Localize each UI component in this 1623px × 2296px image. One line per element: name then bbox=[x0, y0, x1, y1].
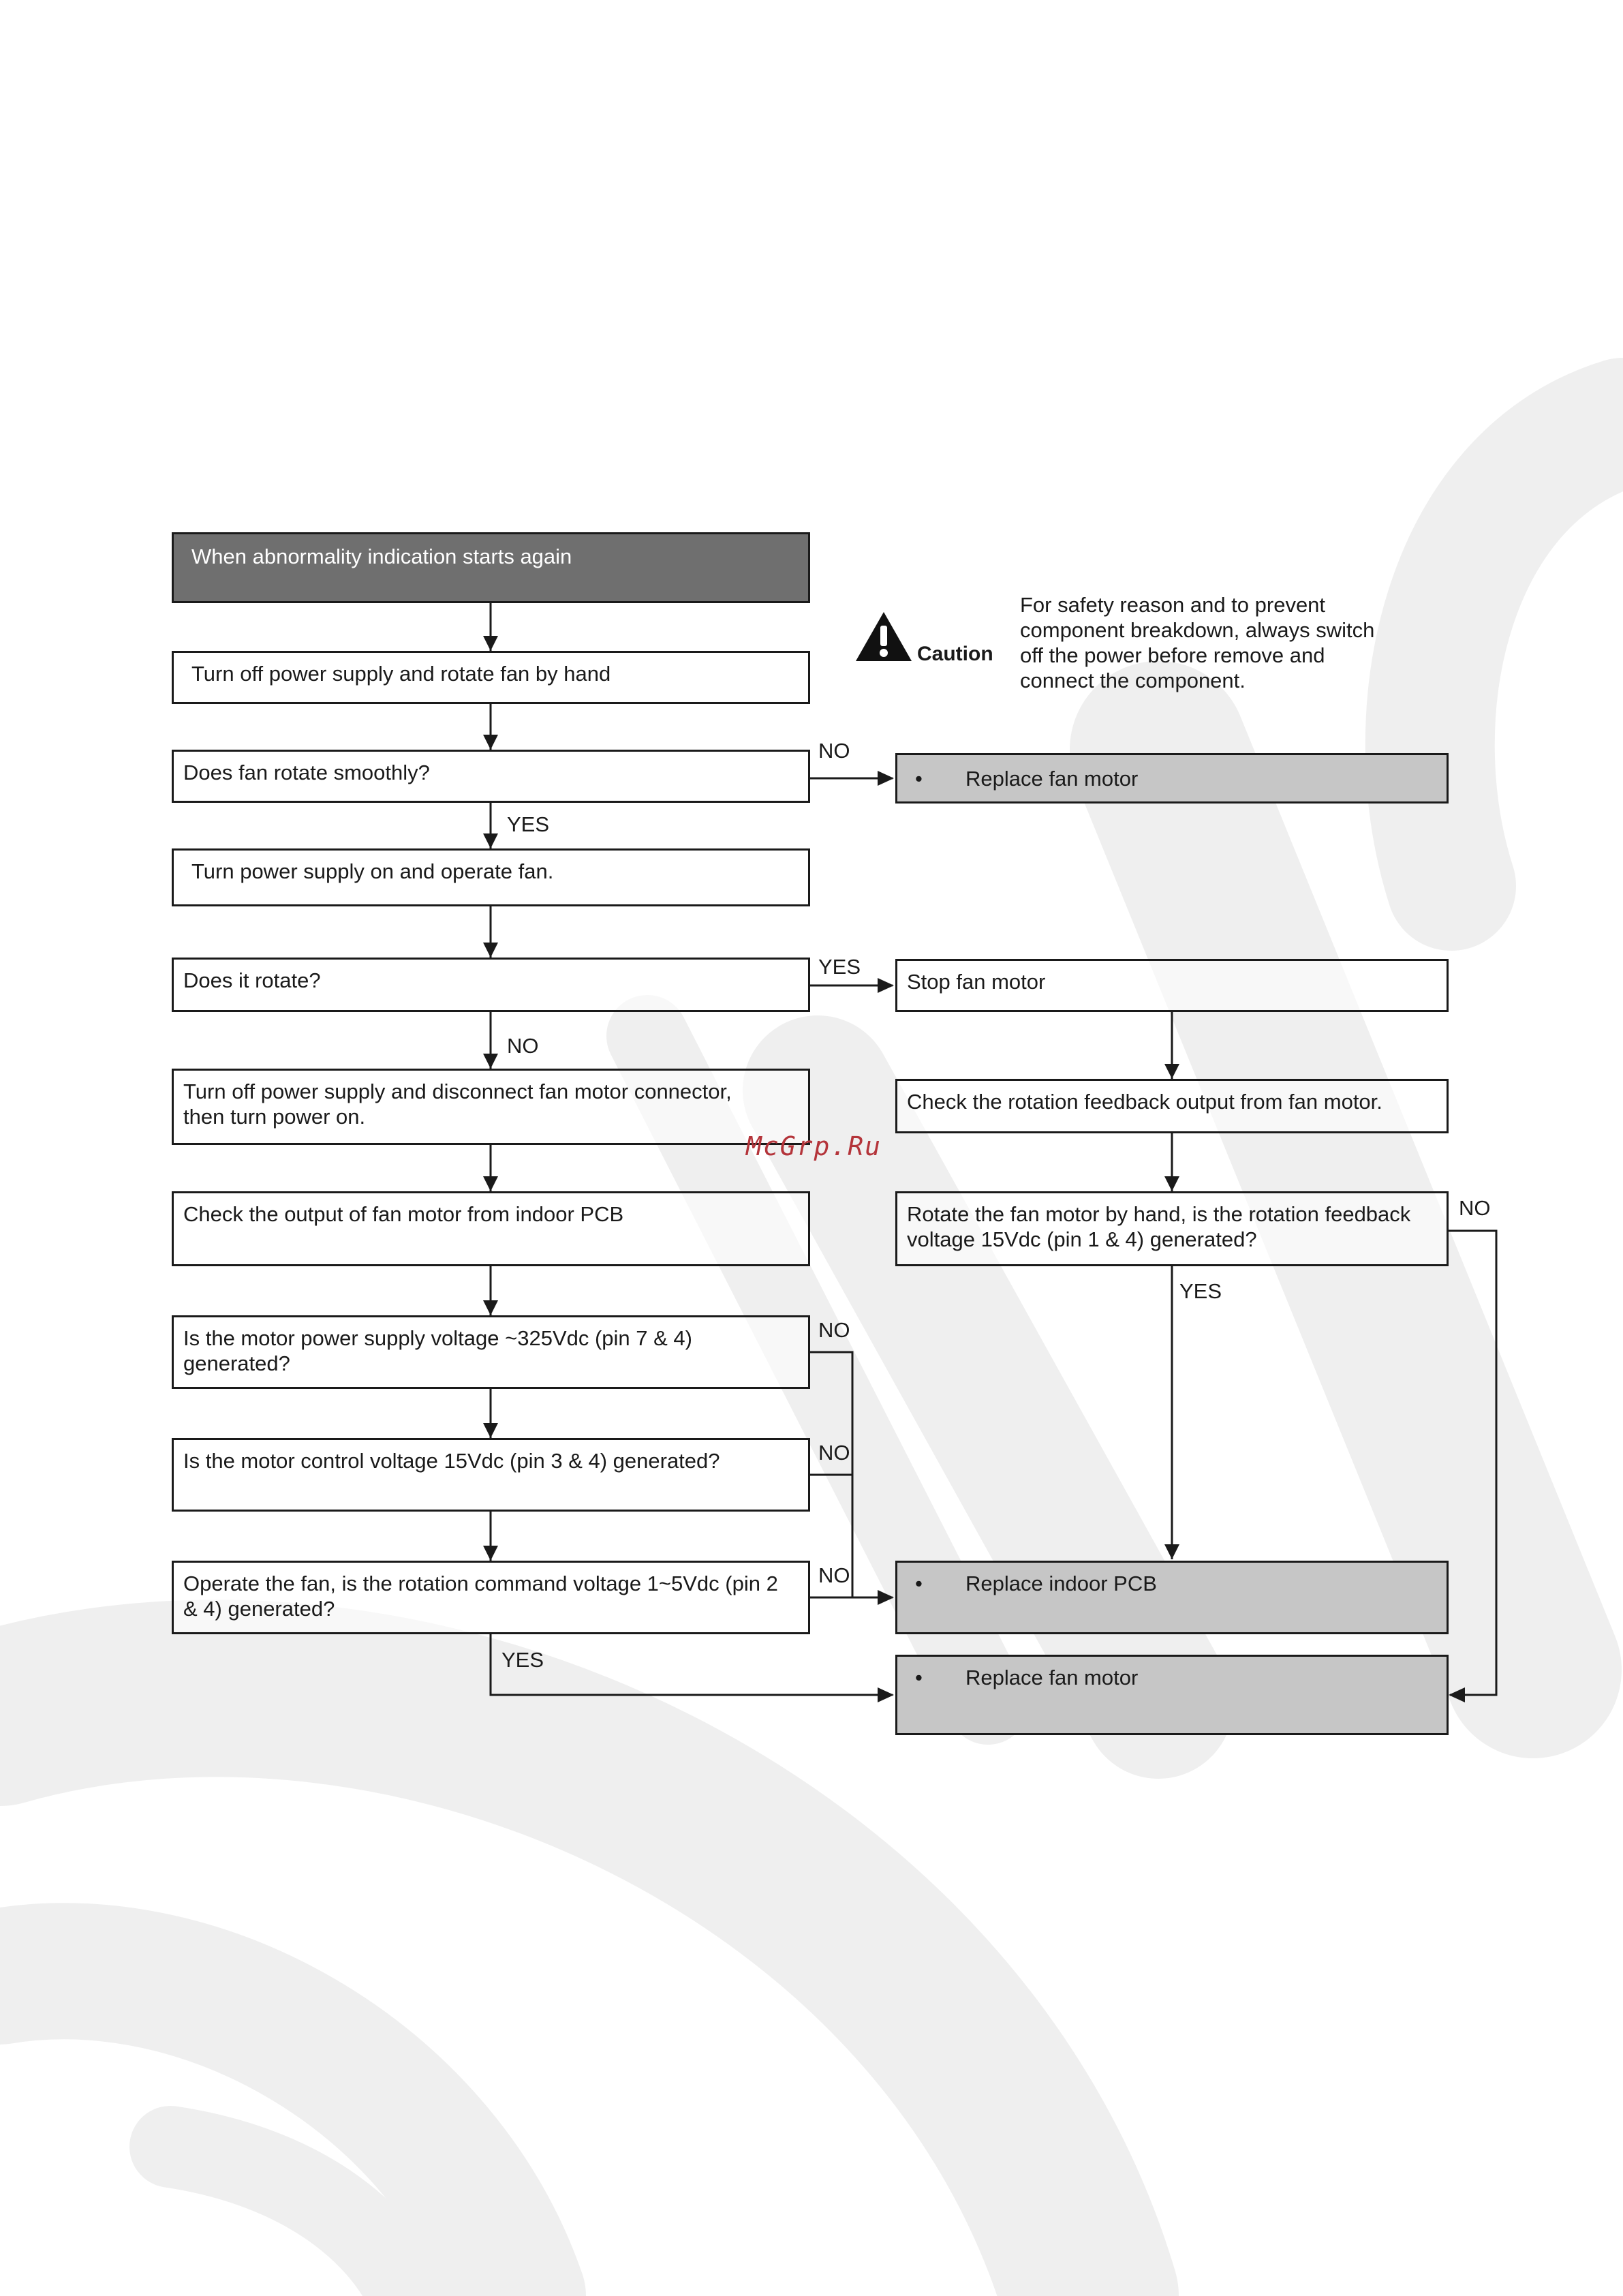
arrowhead bbox=[878, 978, 894, 993]
question-rotate-smoothly bbox=[172, 750, 810, 803]
result-replace-indoor-pcb bbox=[895, 1561, 1449, 1634]
caution-text-line: off the power before remove and bbox=[1020, 643, 1325, 667]
arrowhead bbox=[483, 1546, 498, 1561]
arrowhead bbox=[483, 735, 498, 750]
warning-triangle-icon bbox=[854, 611, 913, 662]
arrowhead bbox=[483, 1300, 498, 1315]
result-replace-fan-motor-bottom-text: Replace fan motor bbox=[965, 1666, 1139, 1689]
step-power-on-text: Turn power supply on and operate fan. bbox=[191, 859, 554, 883]
step-stop-fan-motor-text: Stop fan motor bbox=[907, 970, 1046, 994]
arrowhead bbox=[878, 1687, 894, 1702]
arrowhead bbox=[483, 1423, 498, 1438]
site-watermark-text: McGrp.Ru bbox=[746, 1131, 882, 1161]
arrowhead bbox=[483, 1054, 498, 1069]
question-command-voltage bbox=[172, 1561, 810, 1634]
question-power-supply-voltage-text: Is the motor power supply voltage ~325Vdc (pin 7 & 4) generated? bbox=[183, 1326, 692, 1375]
arrowhead bbox=[878, 1590, 894, 1605]
question-control-voltage bbox=[172, 1438, 810, 1512]
question-rotate-smoothly-text: Does fan rotate smoothly? bbox=[183, 761, 430, 784]
step-disconnect-connector-text: Turn off power supply and disconnect fan motor connector, then turn power on. bbox=[183, 1080, 732, 1129]
step-turn-off-rotate bbox=[172, 651, 810, 704]
connector-q5-yes bbox=[491, 1634, 893, 1695]
result-replace-indoor-pcb-text: Replace indoor PCB bbox=[965, 1572, 1157, 1595]
question-command-voltage-text: Operate the fan, is the rotation command voltage 1~5Vdc (pin 2 & 4) generated? bbox=[183, 1572, 778, 1621]
arrowhead bbox=[1164, 1176, 1179, 1191]
step-power-on bbox=[172, 848, 810, 906]
label-no-control: NO bbox=[818, 1441, 850, 1465]
connector-qfb-no bbox=[1448, 1231, 1496, 1695]
step-check-output-text: Check the output of fan motor from indoor PCB bbox=[183, 1202, 624, 1226]
label-no-command: NO bbox=[818, 1563, 850, 1587]
step-check-output bbox=[172, 1191, 810, 1266]
label-no-q2: NO bbox=[507, 1034, 539, 1058]
result-replace-fan-motor-top bbox=[895, 753, 1449, 803]
arrowhead bbox=[483, 636, 498, 651]
label-yes-feedback: YES bbox=[1179, 1279, 1222, 1303]
step-turn-off-rotate-text: Turn off power supply and rotate fan by hand bbox=[191, 662, 611, 686]
arrowhead bbox=[483, 833, 498, 848]
step-check-feedback bbox=[895, 1079, 1449, 1133]
question-feedback-voltage-text: Rotate the fan motor by hand, is the rotation feedback voltage 15Vdc (pin 1 & 4) generated? bbox=[907, 1202, 1411, 1251]
start-box bbox=[172, 532, 810, 603]
arrowhead bbox=[483, 943, 498, 958]
step-disconnect-connector bbox=[172, 1069, 810, 1145]
arrowhead bbox=[1164, 1064, 1179, 1079]
bullet-icon: • bbox=[915, 1572, 923, 1595]
step-check-feedback-text: Check the rotation feedback output from fan motor. bbox=[907, 1090, 1382, 1114]
caution-text-line: component breakdown, always switch bbox=[1020, 618, 1375, 642]
step-stop-fan-motor bbox=[895, 959, 1449, 1012]
label-no-power-supply: NO bbox=[818, 1318, 850, 1342]
caution-label: Caution bbox=[917, 643, 993, 665]
label-yes-q1: YES bbox=[507, 812, 550, 836]
label-yes-q2: YES bbox=[818, 955, 861, 979]
question-power-supply-voltage bbox=[172, 1315, 810, 1389]
bullet-icon: • bbox=[915, 767, 923, 791]
label-yes-command: YES bbox=[501, 1648, 544, 1672]
caution-text-line: connect the component. bbox=[1020, 669, 1246, 692]
bullet-icon: • bbox=[915, 1666, 923, 1689]
arrowhead bbox=[1164, 1544, 1179, 1559]
question-does-it-rotate bbox=[172, 958, 810, 1012]
result-replace-fan-motor-bottom bbox=[895, 1655, 1449, 1735]
question-control-voltage-text: Is the motor control voltage 15Vdc (pin 3 & 4) generated? bbox=[183, 1449, 720, 1473]
caution-text-line: For safety reason and to prevent bbox=[1020, 593, 1326, 617]
label-no-feedback: NO bbox=[1459, 1196, 1491, 1220]
arrowhead bbox=[483, 1176, 498, 1191]
caution-text bbox=[1020, 592, 1374, 693]
start-box-text: When abnormality indication starts again bbox=[191, 545, 572, 568]
arrowhead bbox=[1449, 1687, 1465, 1702]
label-no-q1: NO bbox=[818, 739, 850, 763]
question-feedback-voltage bbox=[895, 1191, 1449, 1266]
arrowhead bbox=[878, 771, 894, 786]
question-does-it-rotate-text: Does it rotate? bbox=[183, 968, 321, 992]
result-replace-fan-motor-top-text: Replace fan motor bbox=[965, 767, 1139, 791]
